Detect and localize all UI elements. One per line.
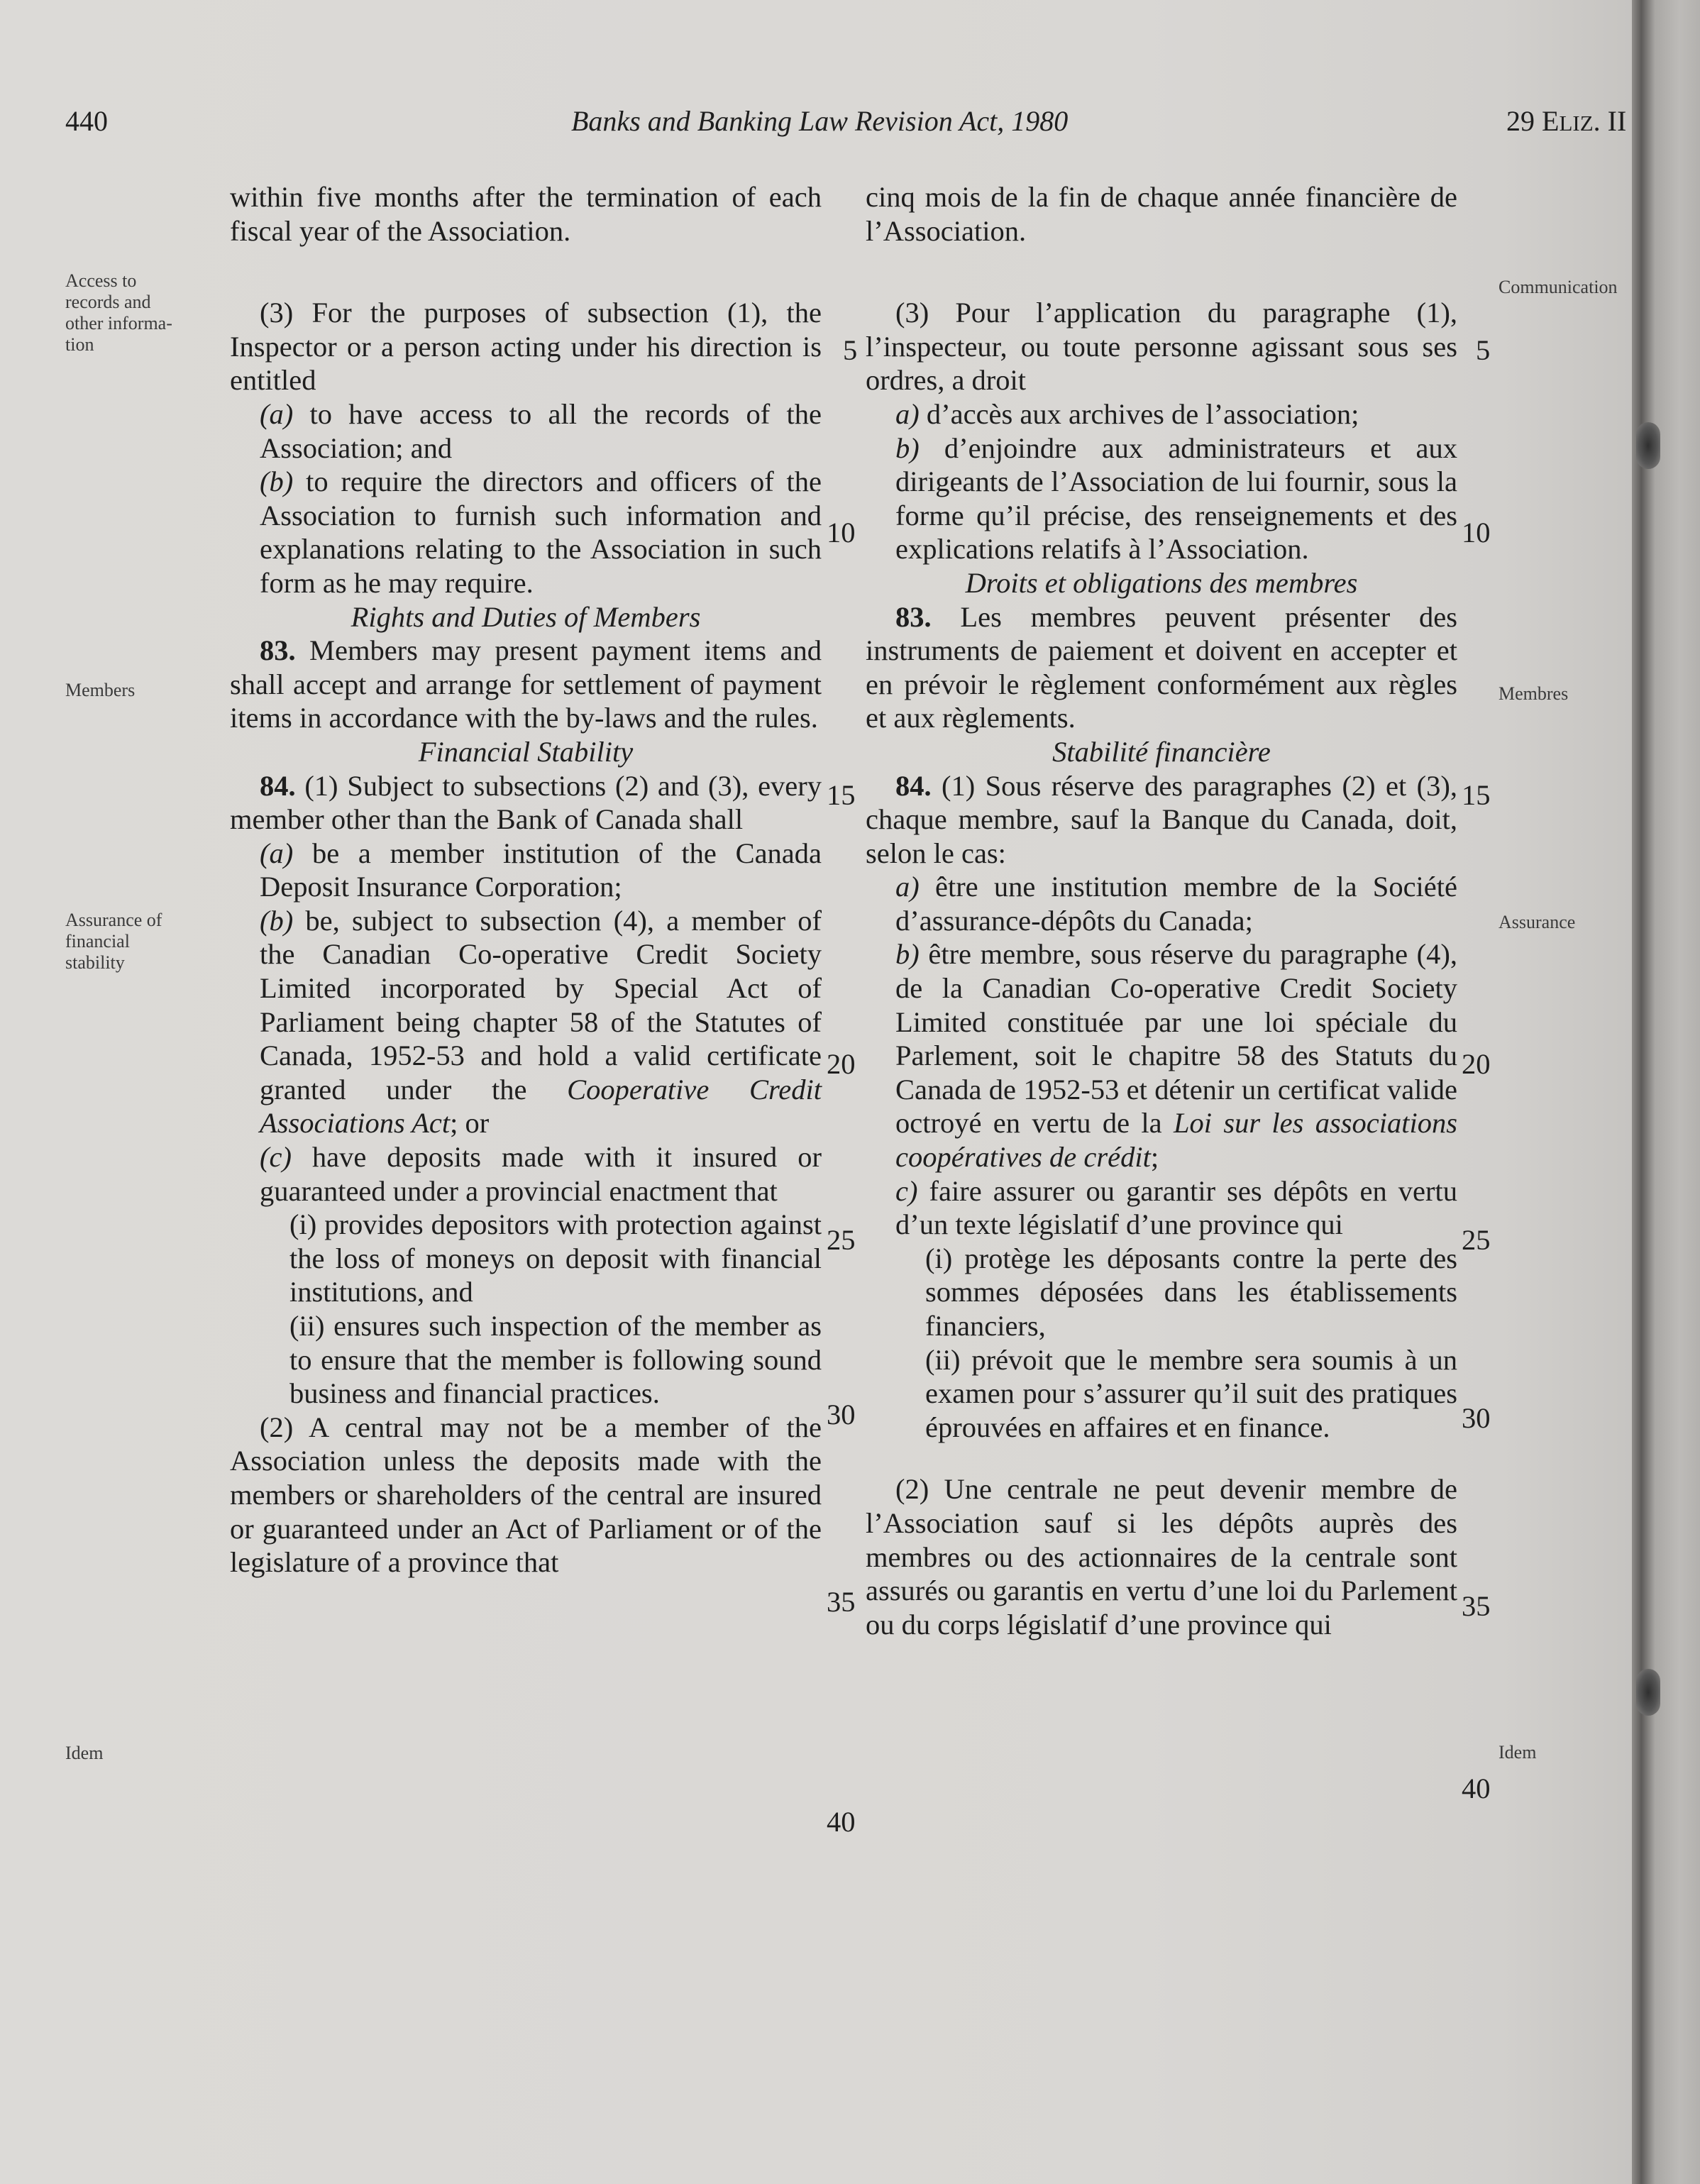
line-number: 25 xyxy=(827,1224,856,1256)
line-number: 15 xyxy=(827,779,856,811)
binding-hole xyxy=(1636,422,1660,469)
line-number: 20 xyxy=(827,1048,856,1080)
paragraph-a: (a) be a member institution of the Canada Deposit Insurance Corporation; xyxy=(260,837,822,903)
line-number: 25 xyxy=(1462,1224,1491,1256)
line-number: 15 xyxy=(1462,779,1491,811)
line-number: 35 xyxy=(827,1586,856,1618)
margin-note-assurance: Assurance of financial stability xyxy=(65,910,162,973)
binding-hole xyxy=(1636,1669,1660,1716)
line-number: 5 xyxy=(1476,334,1491,366)
line-number: 10 xyxy=(1462,517,1491,548)
subsection-82-3-fr: (3) Pour l’application du paragraphe (1), l’inspecteur, ou toute personne agissant sous ses ordres, a droit xyxy=(866,297,1457,397)
line-number: 10 xyxy=(827,517,856,548)
text-paragraph: within five months after the termination of each fiscal year of the Association. xyxy=(230,181,822,247)
margin-note-membres: Membres xyxy=(1498,683,1569,704)
subparagraph-ii: (ii) ensures such inspection of the member as to ensure that the member is following sound business and financial practices. xyxy=(289,1310,822,1410)
paragraph-a: (a) to have access to all the records of the Association; and xyxy=(260,397,822,464)
subsection-84-1-fr: 84. (1) Sous réserve des paragraphes (2) et (3), chaque membre, sauf la Banque du Canada, doit, selon le cas: xyxy=(866,769,1458,869)
subparagraph-i: (i) provides depositors with protection against the loss of moneys on deposit with financial institutions, and xyxy=(289,1208,822,1308)
french-column xyxy=(866,180,1457,1641)
subsection-84-2: (2) A central may not be a member of the Association unless the deposits made with the members or shareholders of the central are insured or guaranteed under an Act of Parliament or of the legislature of a province that xyxy=(230,1411,822,1579)
subsection-84-2-fr: (2) Une centrale ne peut devenir membre de l’Association sauf si les dépôts auprès des membres ou des actionnaires de la centrale sont assurés ou garantis en vertu d’une loi du Parlement ou du corps législatif d’une province qui xyxy=(866,1473,1457,1640)
subsection-84-1: 84. (1) Subject to subsections (2) and (3), every member other than the Bank of Canada shall xyxy=(230,769,822,836)
section-83-fr: 83. Les membres peuvent présenter des instruments de paiement et doivent en accepter et en prévoir le règlement conformément aux règles et aux règlements. xyxy=(866,600,1457,734)
paragraph-b: (b) to require the directors and officers of the Association to furnish such information and explanations relating to the Association in such form as he may require. xyxy=(260,465,822,599)
subparagraph-ii-fr: (ii) prévoit que le membre sera soumis à un examen pour s’assurer qu’il suit des pratiques éprouvées en affaires et en finance. xyxy=(925,1343,1457,1443)
line-number: 20 xyxy=(1462,1048,1491,1080)
paragraph-a-fr: a) être une institution membre de la Société d’assurance-dépôts du Canada; xyxy=(895,871,1458,937)
paragraph-c: (c) have deposits made with it insured or guaranteed under a provincial enactment that xyxy=(260,1141,822,1207)
heading-droits-obligations: Droits et obligations des membres xyxy=(965,566,1358,599)
paragraph-b-fr: b) d’enjoindre aux administrateurs et aux dirigeants de l’Association de lui fournir, sous la forme qu’il précise, des renseignements et des explications relatifs à l’Association. xyxy=(895,431,1457,566)
line-number: 30 xyxy=(1462,1402,1491,1434)
english-column xyxy=(230,180,822,1579)
section-83: 83. Members may present payment items and shall accept and arrange for settlement of payment items in accordance with the by-laws and the rules. xyxy=(230,634,822,734)
margin-note-assurance-fr: Assurance xyxy=(1498,912,1576,932)
margin-note-idem: Idem xyxy=(65,1743,104,1763)
line-number: 5 xyxy=(843,334,858,366)
heading-stabilite-financiere: Stabilité financière xyxy=(1052,735,1271,768)
line-number: 40 xyxy=(1462,1772,1491,1804)
subparagraph-i-fr: (i) protège les déposants contre la perte des sommes déposées dans les établissements financiers, xyxy=(925,1242,1457,1342)
text-paragraph: cinq mois de la fin de chaque année financière de l’Association. xyxy=(866,181,1457,247)
margin-note-members: Members xyxy=(65,680,136,700)
paragraph-b-fr: b) être membre, sous réserve du paragraphe (4), de la Canadian Co-operative Credit Society Limited constituée par une loi spéciale du Parlement, soit le chapitre 58 des Statuts du Canada de 1952-53 et détenir un certificat valide octroyé en vertu de la Loi sur les associations coopératives de crédit; xyxy=(895,938,1458,1174)
line-number: 40 xyxy=(827,1806,856,1838)
margin-note-communication: Communication xyxy=(1498,277,1618,297)
margin-note-access: Access to records and other informa-tion xyxy=(65,270,172,355)
paragraph-c-fr: c) faire assurer ou garantir ses dépôts en vertu d’un texte législatif d’une province qui xyxy=(895,1174,1458,1241)
margin-note-idem-fr: Idem xyxy=(1498,1742,1537,1763)
page-number: 440 xyxy=(65,105,108,137)
line-number: 35 xyxy=(1462,1590,1491,1622)
book-binding-edge xyxy=(1632,0,1700,2184)
line-number: 30 xyxy=(827,1399,856,1430)
paragraph-a-fr: a) d’accès aux archives de l’association; xyxy=(895,397,1359,430)
paragraph-b: (b) be, subject to subsection (4), a member of the Canadian Co-operative Credit Society Limited incorporated by Special Act of Parliament being chapter 58 of the Statutes of Canada, 1952-53 and hold a valid certificate granted under the Cooperative Credit Associations Act; or xyxy=(260,904,822,1140)
heading-financial-stability: Financial Stability xyxy=(418,735,634,768)
subsection-82-3: (3) For the purposes of subsection (1), the Inspector or a person acting under his direction is entitled xyxy=(230,297,822,397)
regnal-year: 29 ELIZ. II xyxy=(1506,105,1627,137)
running-title: Banks and Banking Law Revision Act, 1980 xyxy=(571,105,1069,137)
heading-rights-duties: Rights and Duties of Members xyxy=(351,600,701,633)
